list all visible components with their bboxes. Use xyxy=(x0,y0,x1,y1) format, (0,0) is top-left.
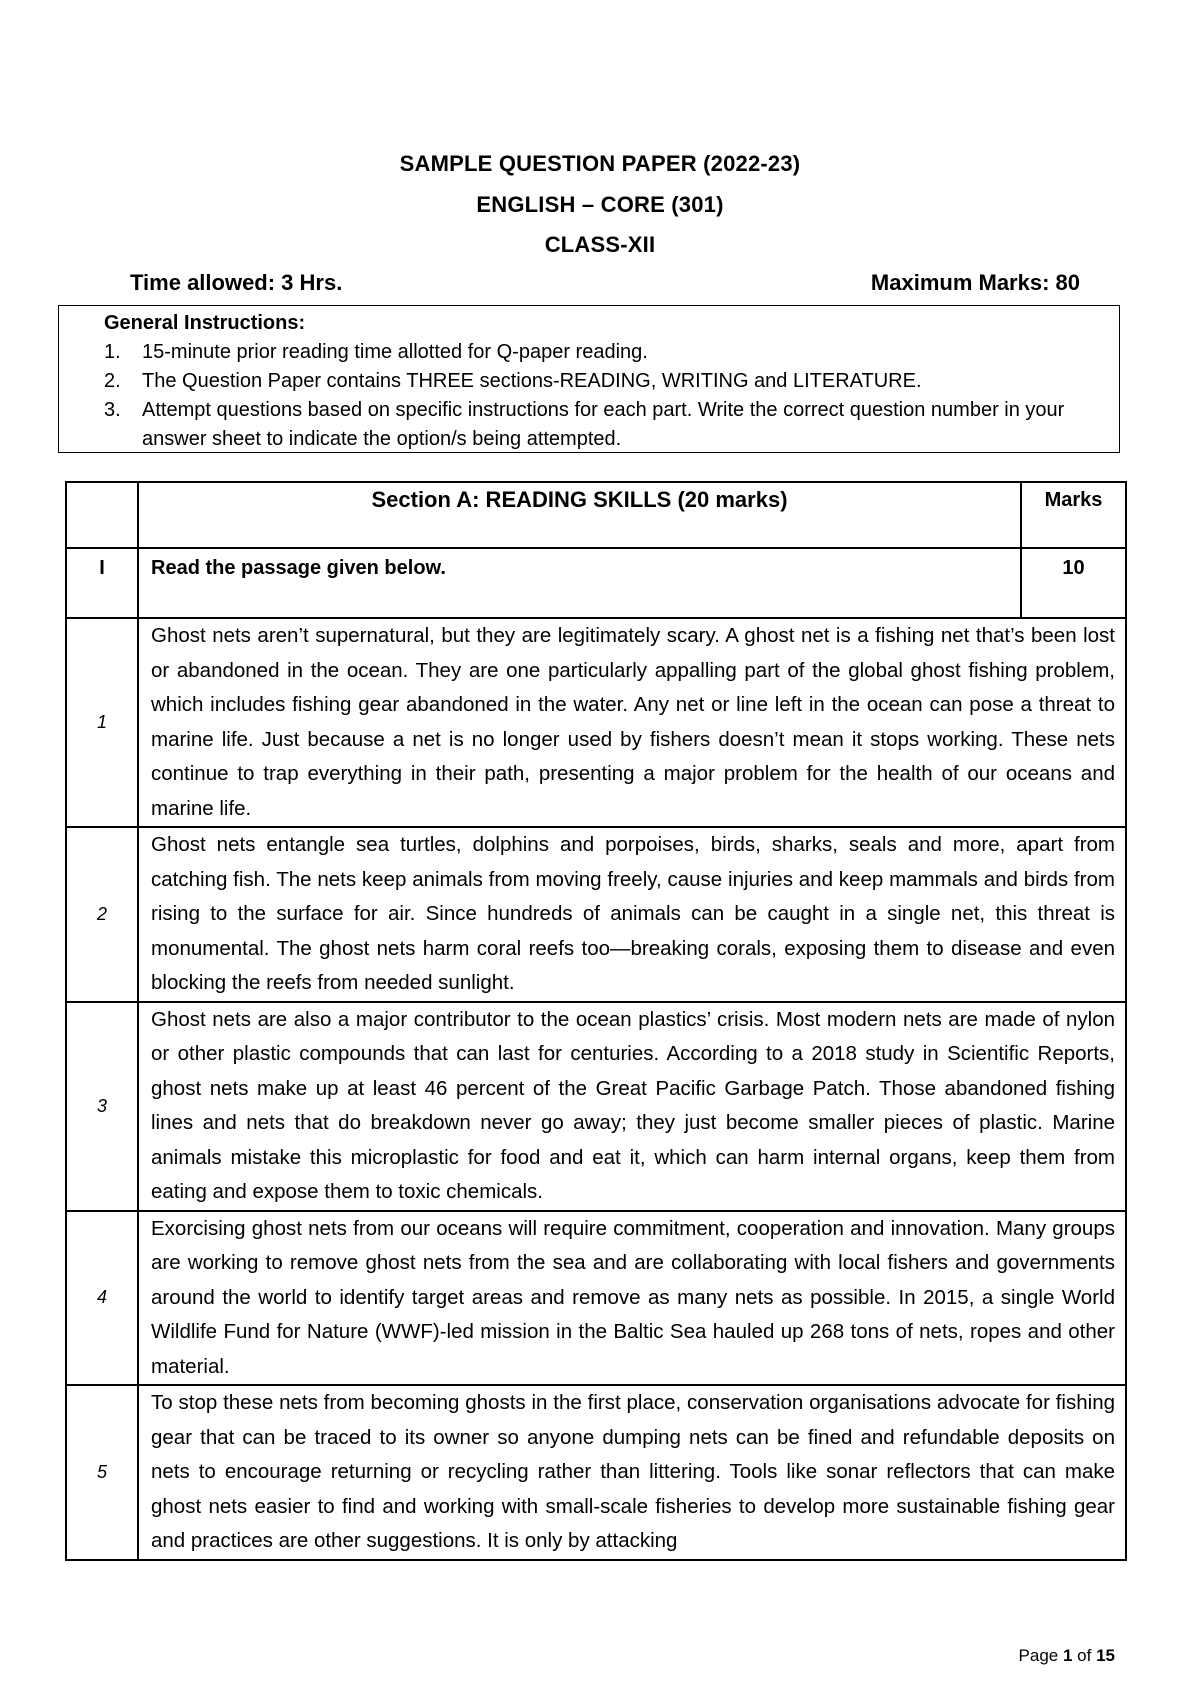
question-row xyxy=(66,548,1126,618)
marks-header: Marks xyxy=(1021,482,1126,548)
page-total: 15 xyxy=(1096,1646,1115,1665)
paragraph-number: 5 xyxy=(66,1385,138,1560)
maximum-marks: Maximum Marks: 80 xyxy=(870,270,1080,295)
page-number xyxy=(1019,1646,1115,1666)
paragraph-text: Exorcising ghost nets from our oceans will require commitment, cooperation and innovation. Many groups are working to remove ghost nets from the sea and are collaborating with local fishers and governments around the world to identify target areas and remove as many nets as possible. In 2015, a single World Wildlife Fund for Nature (WWF)-led mission in the Baltic Sea hauled up 268 tons of nets, ropes and other material. xyxy=(138,1211,1126,1386)
empty-cell xyxy=(66,482,138,548)
paper-title: SAMPLE QUESTION PAPER (2022-23) xyxy=(399,151,801,176)
instruction-number: 2. xyxy=(104,370,121,392)
paragraph-number: 1 xyxy=(66,618,138,827)
section-title: Section A: READING SKILLS (20 marks) xyxy=(138,482,1021,548)
paragraph-text: To stop these nets from becoming ghosts in the first place, conservation organisations advocate for fishing gear that can be traced to its owner so anyone dumping nets can be fined and refundable deposits on nets to encourage returning or recycling rather than littering. Tools like sonar reflectors that can make ghost nets easier to find and working with small-scale fisheries to develop more sustainable fishing gear and practices are other suggestions. It is only by attacking xyxy=(138,1385,1126,1560)
page-of: of xyxy=(1072,1646,1097,1665)
time-allowed: Time allowed: 3 Hrs. xyxy=(130,270,343,295)
general-instructions-box xyxy=(58,305,1120,453)
instruction-number: 1. xyxy=(104,341,121,363)
instruction-item xyxy=(104,338,1104,367)
section-header-row xyxy=(66,482,1126,548)
question-instruction: Read the passage given below. xyxy=(138,548,1021,618)
instruction-text: Attempt questions based on specific instructions for each part. Write the correct question number in your answer sheet to indicate the option/s being attempted. xyxy=(142,399,1065,450)
instruction-item xyxy=(104,367,1104,396)
paragraph-row xyxy=(66,1385,1126,1560)
instructions-title: General Instructions: xyxy=(104,312,306,334)
paragraph-text: Ghost nets entangle sea turtles, dolphins and porpoises, birds, sharks, seals and more, apart from catching fish. The nets keep animals from moving freely, cause injuries and keep mammals and birds from rising to the surface for air. Since hundreds of animals can be caught in a single net, this threat is monumental. The ghost nets harm coral reefs too—breaking corals, exposing them to disease and even blocking the reefs from needed sunlight. xyxy=(138,827,1126,1002)
page-current: 1 xyxy=(1062,1646,1073,1665)
class-title: CLASS-XII xyxy=(544,232,656,257)
paragraph-row xyxy=(66,618,1126,827)
instruction-number: 3. xyxy=(104,399,121,421)
question-marks: 10 xyxy=(1021,548,1126,618)
instruction-text: 15-minute prior reading time allotted for Q-paper reading. xyxy=(142,341,648,363)
paragraph-row xyxy=(66,827,1126,1002)
paragraph-text: Ghost nets aren’t supernatural, but they are legitimately scary. A ghost net is a fishing net that’s been lost or abandoned in the ocean. They are one particularly appalling part of the global ghost fishing problem, which includes fishing gear abandoned in the water. Any net or line left in the ocean can pose a threat to marine life. Just because a net is no longer used by fishers doesn’t mean it stops working. These nets continue to trap everything in their path, presenting a major problem for the health of our oceans and marine life. xyxy=(138,618,1126,827)
instructions-list xyxy=(104,338,1104,454)
page-prefix: Page xyxy=(1018,1646,1063,1665)
reading-section-table xyxy=(65,481,1127,1561)
subject-title: ENGLISH – CORE (301) xyxy=(476,192,724,217)
question-number: I xyxy=(66,548,138,618)
paragraph-text: Ghost nets are also a major contributor to the ocean plastics’ crisis. Most modern nets are made of nylon or other plastic compounds that can last for centuries. According to a 2018 study in Scientific Reports, ghost nets make up at least 46 percent of the Great Pacific Garbage Patch. Those abandoned fishing lines and nets that do breakdown never go away; they just become smaller pieces of plastic. Marine animals mistake this microplastic for food and eat it, which can harm internal organs, keep them from eating and expose them to toxic chemicals. xyxy=(138,1002,1126,1211)
instruction-text: The Question Paper contains THREE sections-READING, WRITING and LITERATURE. xyxy=(142,370,922,392)
paragraph-number: 4 xyxy=(66,1211,138,1386)
paragraph-number: 2 xyxy=(66,827,138,1002)
paragraph-row xyxy=(66,1211,1126,1386)
paragraph-number: 3 xyxy=(66,1002,138,1211)
paragraph-row xyxy=(66,1002,1126,1211)
instruction-item xyxy=(104,396,1104,454)
